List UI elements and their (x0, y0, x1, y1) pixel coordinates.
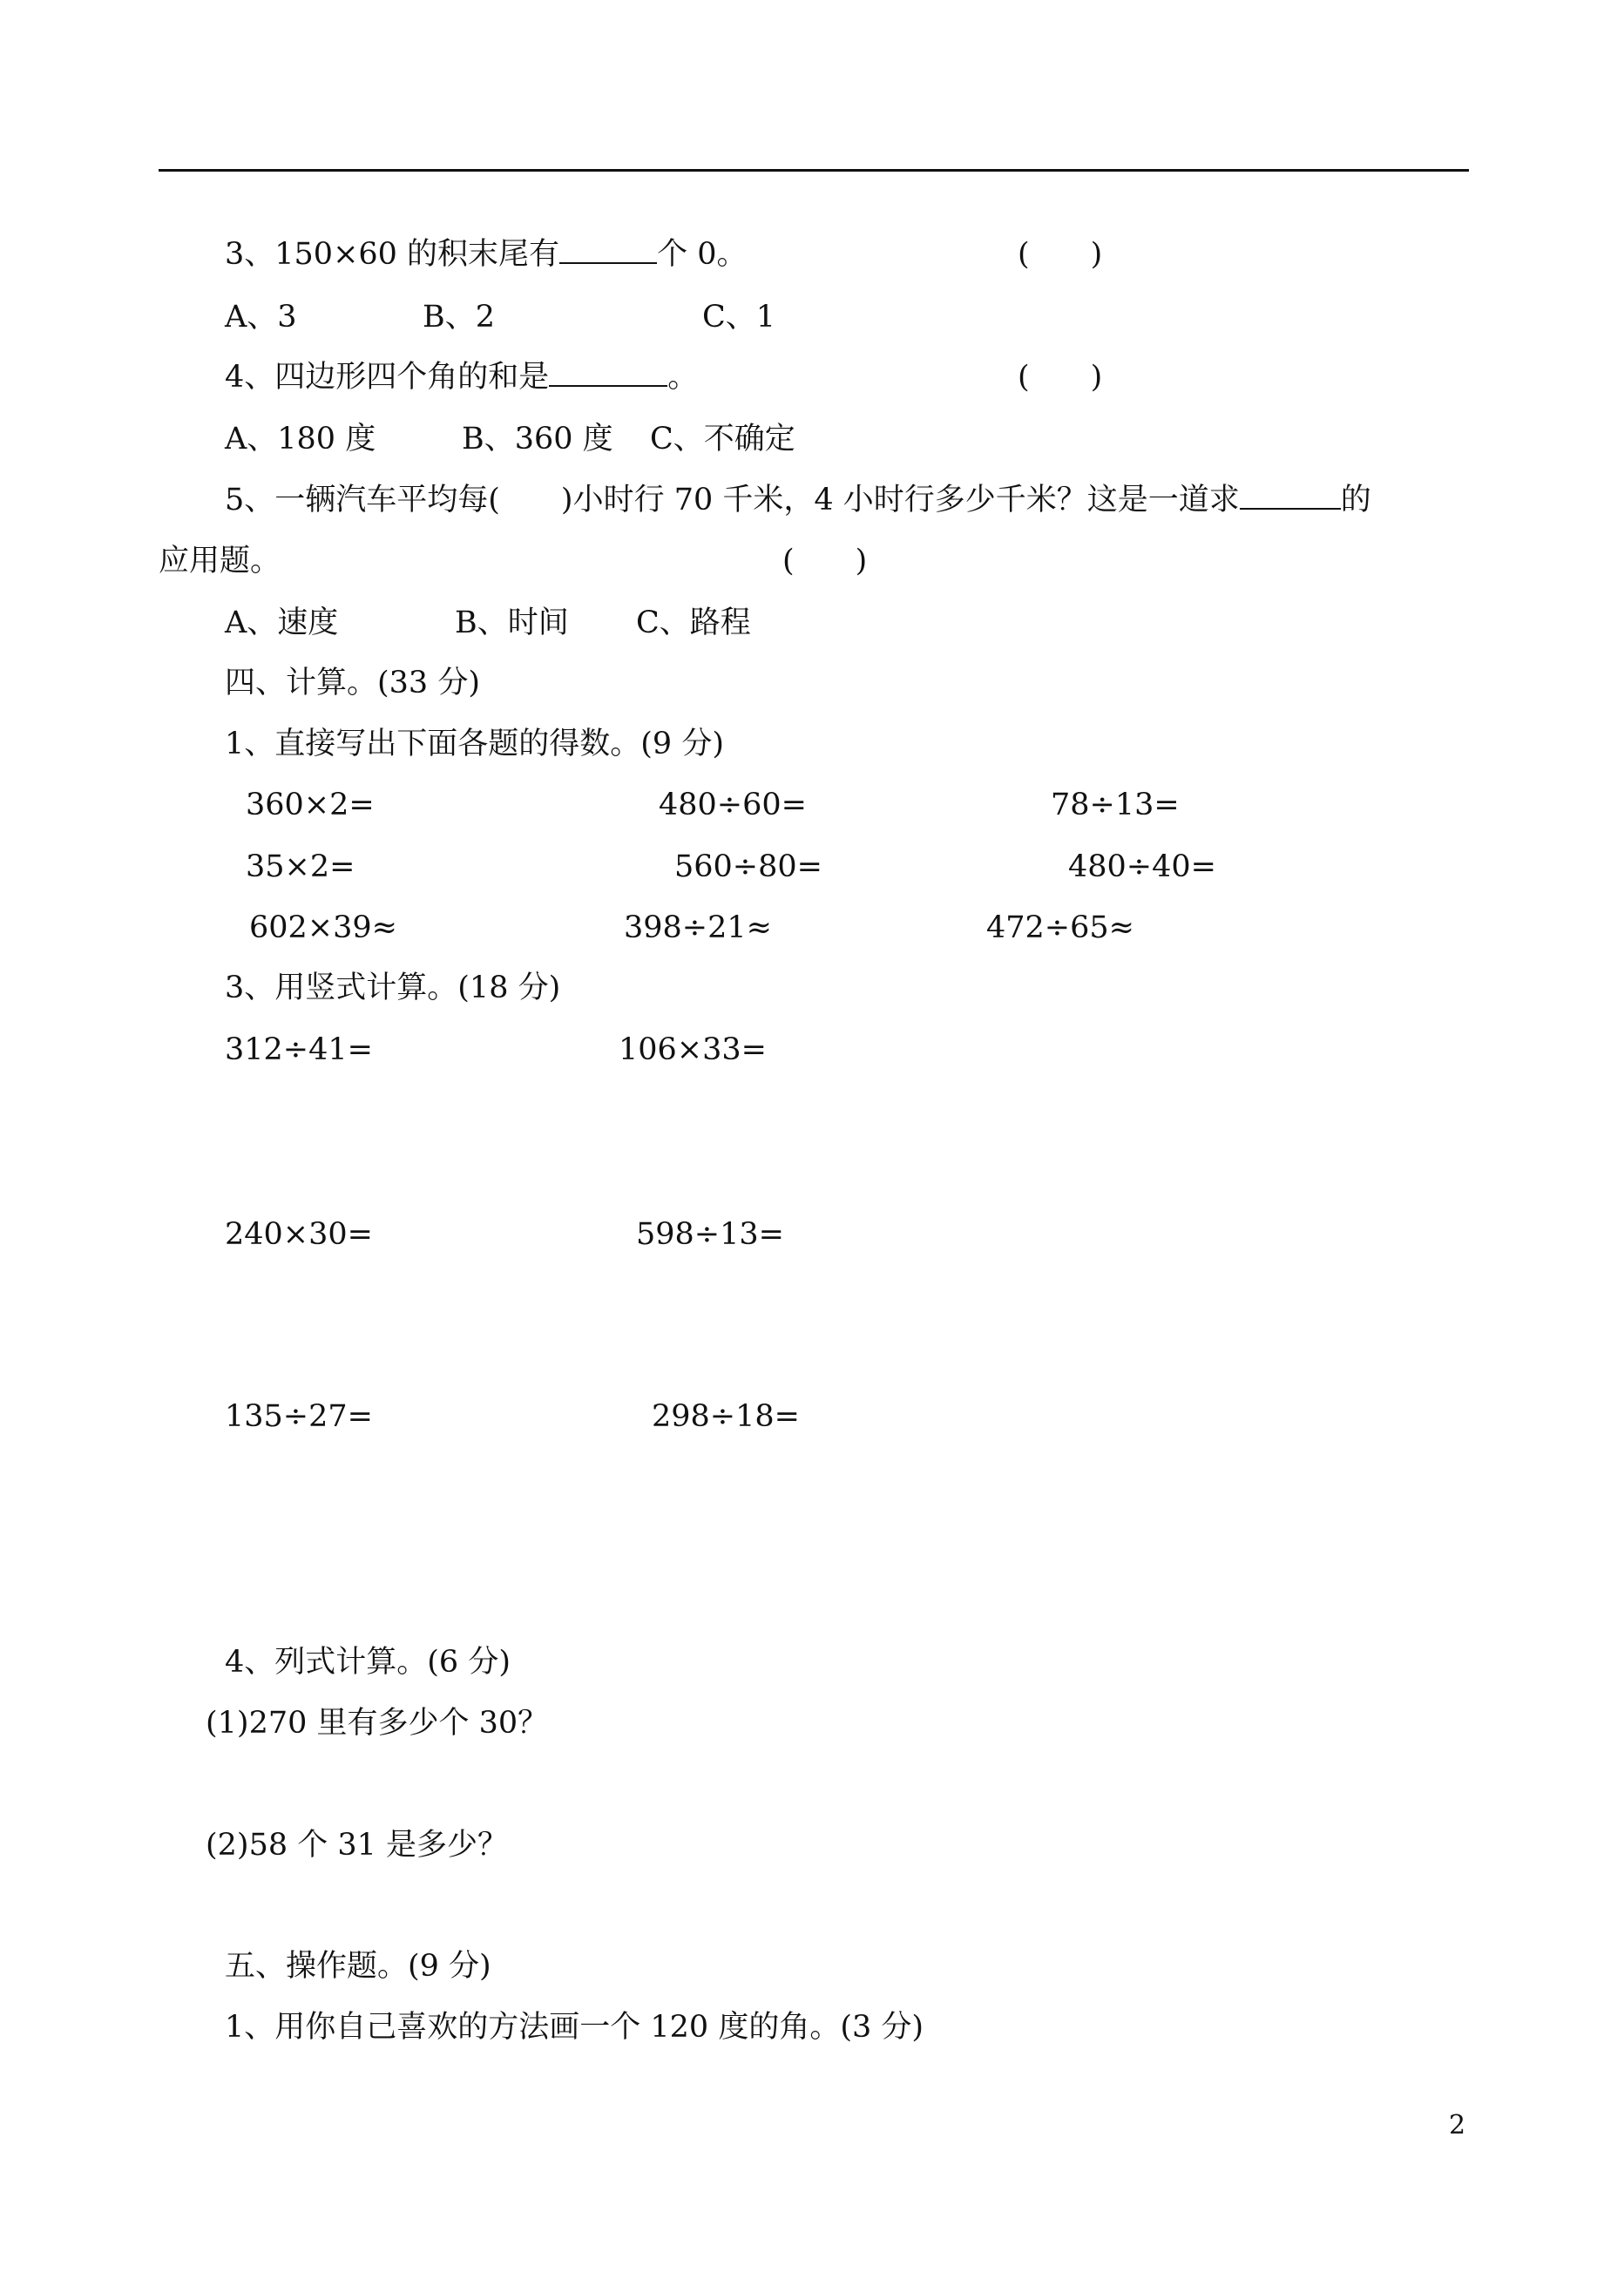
option-a: A、3 (225, 300, 297, 335)
oral-calc-item: 398÷21≈ (624, 910, 772, 945)
oral-calc-item: 480÷60= (659, 788, 807, 822)
question-3 (225, 235, 747, 274)
option-c: C、路程 (636, 605, 751, 640)
option-b: B、2 (423, 300, 495, 335)
equation-calc-heading: 4、列式计算。(6 分) (225, 1645, 511, 1680)
vertical-calc-item: 298÷18= (652, 1399, 800, 1434)
option-a: A、速度 (225, 605, 339, 640)
question-4-text: 4、四边形四个角的和是 (225, 360, 550, 395)
answer-blank[interactable] (559, 236, 657, 264)
vertical-calc-item: 135÷27= (225, 1399, 373, 1434)
drawing-question: 1、用你自己喜欢的方法画一个 120 度的角。(3 分) (225, 2010, 924, 2045)
vertical-calc-item: 598÷13= (636, 1217, 784, 1252)
section-4-heading: 四、计算。(33 分) (225, 666, 480, 700)
question-3-text: 3、150×60 的积末尾有 (225, 237, 560, 272)
option-a: A、180 度 (225, 422, 376, 457)
oral-calc-item: 78÷13= (1051, 788, 1180, 822)
question-4 (225, 358, 698, 396)
question-5 (225, 481, 1371, 519)
oral-calc-heading: 1、直接写出下面各题的得数。(9 分) (225, 727, 724, 761)
equation-calc-item: (2)58 个 31 是多少？ (206, 1828, 509, 1863)
header-rule (159, 169, 1469, 172)
vertical-calc-item: 312÷41= (225, 1032, 373, 1067)
oral-calc-item: 472÷65≈ (986, 910, 1134, 945)
option-c: C、1 (702, 300, 776, 335)
question-5-line2: 应用题。 (159, 544, 281, 578)
option-b: B、时间 (455, 605, 569, 640)
answer-paren[interactable]: ( ) (1018, 237, 1103, 272)
answer-blank[interactable] (1240, 482, 1341, 510)
page-number: 2 (1449, 2110, 1466, 2141)
question-5-text: 5、一辆汽车平均每( )小时行 70 千米，4 小时行多少千米？这是一道求 (225, 483, 1240, 517)
option-b: B、360 度 (462, 422, 613, 457)
oral-calc-item: 360×2= (246, 788, 375, 822)
question-5-suffix: 的 (1340, 483, 1371, 517)
oral-calc-item: 35×2= (246, 849, 355, 884)
section-5-heading: 五、操作题。(9 分) (225, 1949, 491, 1984)
answer-blank[interactable] (549, 359, 667, 387)
question-3-suffix: 个 0。 (657, 237, 748, 272)
oral-calc-item: 602×39≈ (249, 910, 397, 945)
vertical-calc-item: 240×30= (225, 1217, 373, 1252)
oral-calc-item: 560÷80= (674, 849, 822, 884)
question-4-suffix: 。 (667, 360, 699, 395)
vertical-calc-heading: 3、用竖式计算。(18 分) (225, 971, 561, 1005)
oral-calc-item: 480÷40= (1068, 849, 1216, 884)
answer-paren[interactable]: ( ) (782, 544, 868, 578)
answer-paren[interactable]: ( ) (1018, 360, 1103, 395)
vertical-calc-item: 106×33= (619, 1032, 767, 1067)
option-c: C、不确定 (650, 422, 795, 457)
equation-calc-item: (1)270 里有多少个 30？ (206, 1706, 549, 1741)
